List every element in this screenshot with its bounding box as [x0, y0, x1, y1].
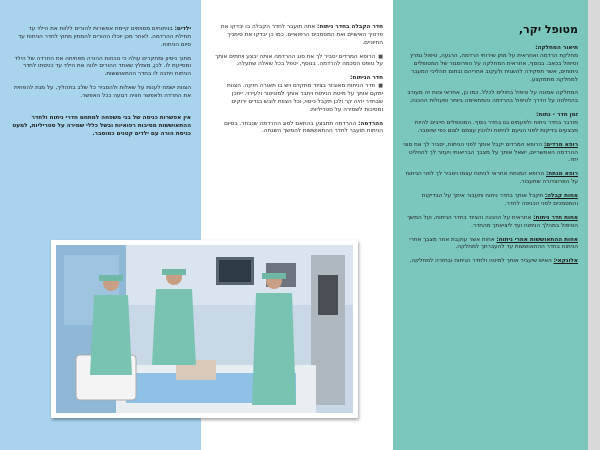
or-nurse-heading: אחות חדר ניתוח:	[533, 214, 578, 221]
or-nurse-text: אחראית על ההכנה והציוד בחדר הניתוח, ועל המשך הטיפול במהלך הניתוח ועד ליציאתך מהחדר.	[407, 214, 578, 229]
recovery-nurse-heading: אחות ההתאוששות אחרי ניתוח:	[496, 236, 578, 243]
porter-paragraph	[401, 258, 578, 266]
department-text: מחלקת הרדמה ואחראית על מתן שירותי הרדמה, הרגעה, טיפול נמרץ וטיפול בכאב. בנוסף, אחראית המחלקה על הפרוסגור של המטופלים ניתוחים, אשר תפקידה להשגיח ולעקוב אחריהם ובתום תהליכי המעבר למחלקה מתמקצע.	[409, 53, 578, 83]
stay-heading: זמן חדר - נתוח:	[536, 112, 578, 119]
anesthesiologist-bullet: ■ הרופא המרדים יסביר לך את סוג ההרדמה אותה יבצע ויחתים אותך על טופס הסכמה להרדמה. בנוסף, יטפל בכל שאלה שתעלה.	[213, 54, 383, 70]
anesthesia-text: ההרדמה תתבצע בהתאם לסוג ההרדמה שנבחר. בסיום הניתוח תועבר לחדר ההתאוששות להמשך השגחה.	[224, 120, 383, 135]
surgeon-text: הרופא המנתח אחראי לניתוח עצמו ויסביר לך לפני הניתוח על הפרוצדורה שתעבור.	[405, 171, 578, 186]
porter-heading: אלונקאי:	[553, 258, 578, 265]
children-text: בניתוחים מסוימים קיימת אפשרות להורים ללוות את הילד עד תחילת ההרדמה. לאחר מכן יוכלו ההורים להמתין מחוץ לחדר הניתוח עד סיום הניתוח.	[18, 26, 191, 48]
operating-room-paragraph	[213, 75, 383, 114]
right-column	[393, 0, 588, 450]
surgeon-paragraph	[401, 171, 578, 187]
reception-nurse-heading: אחות קבלה:	[544, 193, 578, 200]
children-heading: ילדים:	[174, 26, 191, 32]
medical-team-photo	[56, 245, 353, 413]
family-notice: אין אפשרות כניסה של בני משפחה למתחם חדרי ניתוח ולחדר ההתאוששות מסיבות רפואיות ובשל כללי שמירה על סטריליות, למעט כניסת הורה עם ילדים קטנים כמוסבר.	[12, 114, 191, 137]
or-nurse-paragraph	[401, 215, 578, 231]
department-paragraph	[401, 45, 578, 84]
department-paragraph-2: המחלקה אמונה על טיפול בחולים לכלל. כמו כן, אחראי צוות זה מעורב בהחלטה על הדרך לטיפול בהרדמה והמתאימה ביותר ופעולות ההכנה.	[407, 90, 578, 105]
operating-room-text: ■ חדר הניתוח מאובזר בציוד מתקדם ויש בו תאורה חזקה. הצוות ימקם אותך על מיטת הניתוח ויחבר אותך למוניטור ולעירוי. ייתכן שבחדר יהיה קר ולכן תקבל כיסוי, וכל הצוות לובש בגדים ירוקים ומסיכות לשמירה על סטריליות.	[227, 83, 383, 113]
operating-room-heading: חדר הניתוח:	[350, 75, 383, 82]
operating-room-photo	[51, 240, 358, 418]
anesthesia-heading: ההרדמה:	[358, 120, 383, 127]
page-edge-strip	[588, 0, 600, 450]
reception-room-heading: חדר הקבלה בחדר ניתוח:	[317, 24, 383, 30]
staff-paragraph: הצוות ישמח לענות על שאלות ולהסביר כל שלב בתהליך, על מנת להפחית את החרדה ולאפשר חוויה רגועה ככל האפשר.	[14, 85, 191, 100]
porter-text: האיש שיעביר אותך למיטה ולחדר הניתוח ובחזרה למחלקה.	[409, 258, 552, 265]
reception-nurse-text: תקבל אותך בחדר ניתוח ותעבור איתך על הבדיקות והמסמכים לפני הכניסה לחדר.	[421, 193, 578, 207]
anesthesiologist-heading: רופא מרדים:	[543, 141, 578, 148]
anesthesiologist-paragraph	[401, 142, 578, 166]
department-heading: תיאור המחלקה:	[535, 45, 578, 52]
parents-paragraph: מתוך ניסיון ומחקרים עולה כי נוכחות ההורה מפחיתה את החרדה של הילד ומסייעת לו. לכן, מומלץ שאחד ההורים ילווה את הילד עד כניסתו לחדר הניתוח ויחכה לו בחדר ההתאוששות.	[14, 55, 191, 78]
stay-text: מודבר בחדר ניתוח ולפעמים גם בחדר נוסף. המטופלים חייבים להיות מבצעים בדיקות לפני הגיעם לניתוח ולהכין עצמם לצום כפי שיוסבר.	[414, 120, 578, 134]
reception-room-text: אתה תועבר לחדר הקבלה בו יבדקו את פרטיך האישיים ואת המסמכים הרפואיים. כמו כן יבדקו את סימניך החיוניים.	[220, 24, 383, 46]
anesthesiologist-text: הרופא המרדים יקבל אותך לפני הניתוח, יסביר לך את סוגי ההרדמה האפשריים, ישאל אותך על מצבך הבריאותי ויעזור לך להחליט יחד.	[403, 141, 578, 164]
recovery-nurse-text: אחות אשר עוקבת אחר מצבך אחרי הניתוח בחדר ההתאוששות עד להעברתך למחלקה.	[409, 236, 578, 251]
recovery-nurse-paragraph	[401, 237, 578, 253]
reception-nurse-paragraph	[401, 193, 578, 209]
stay-paragraph	[401, 112, 578, 136]
surgeon-heading: רופא מנתח:	[546, 171, 578, 178]
children-paragraph	[12, 26, 191, 50]
anesthesia-paragraph	[213, 121, 383, 137]
greeting-title: מטופל יקר,	[518, 23, 578, 36]
reception-room-paragraph	[213, 24, 383, 48]
